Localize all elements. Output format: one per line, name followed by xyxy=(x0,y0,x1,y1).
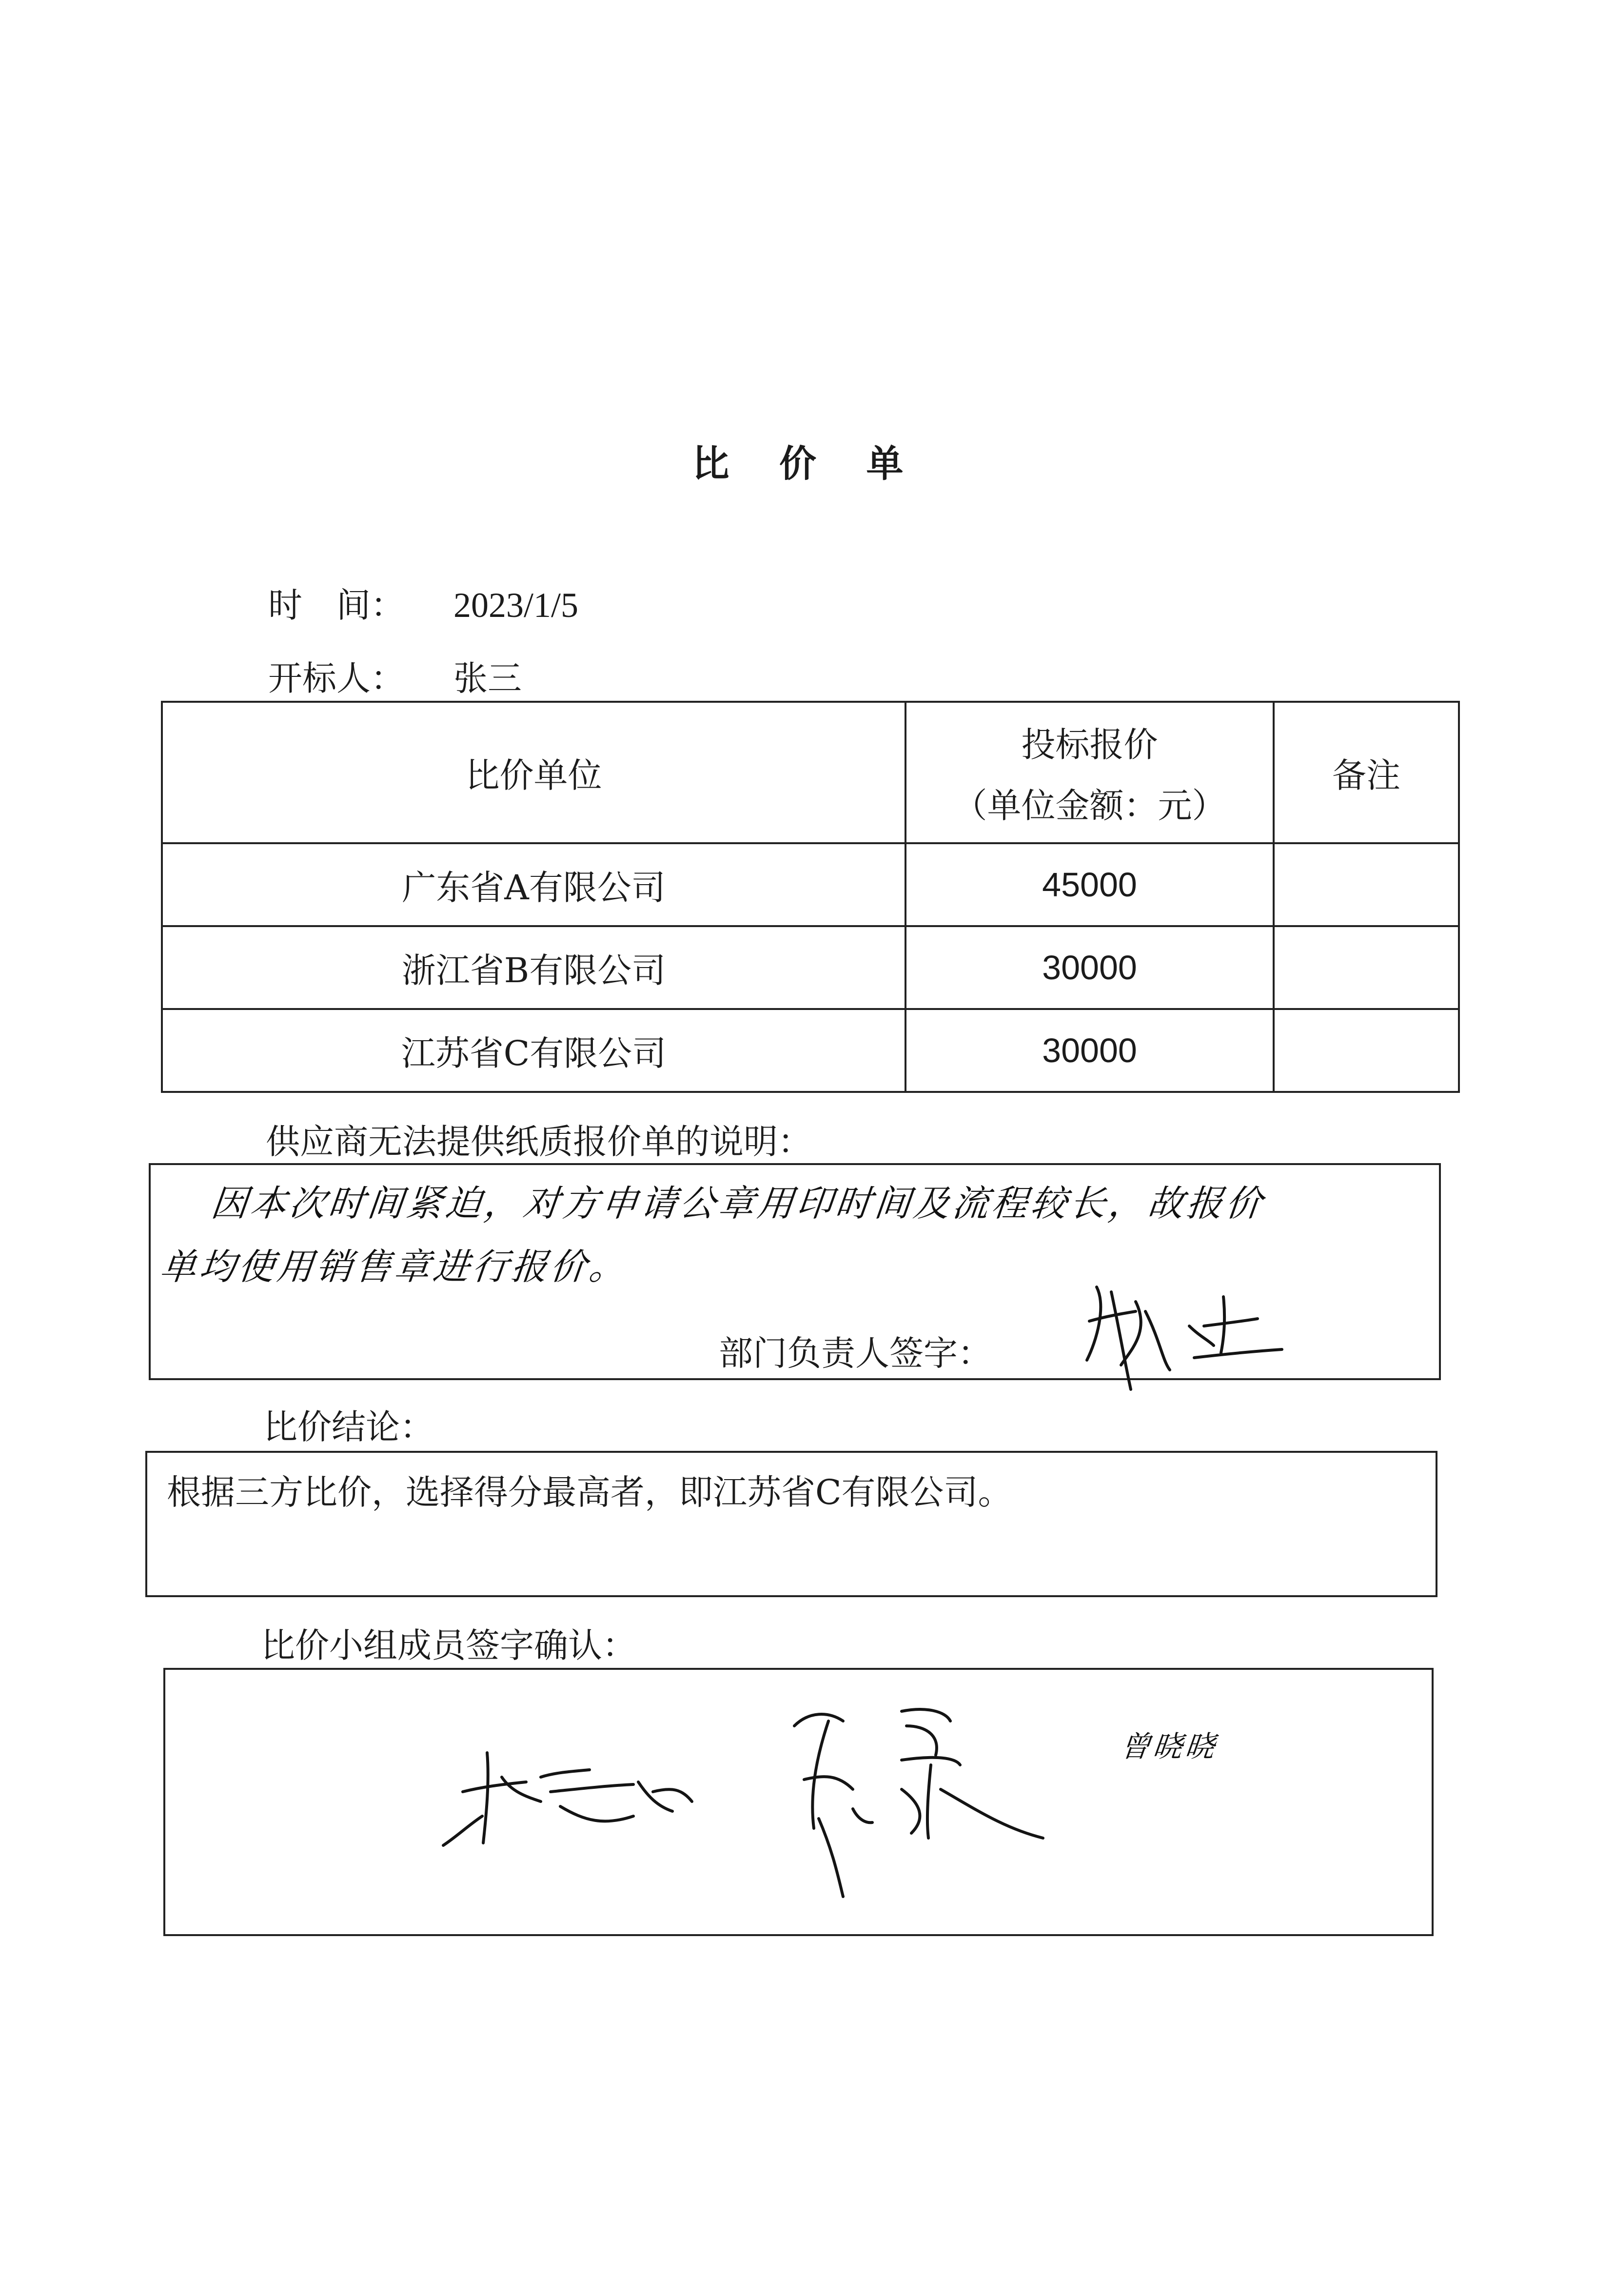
member-signature-3: 曾晓晓 xyxy=(1119,1730,1220,1764)
row-remark xyxy=(1274,926,1459,1009)
header-unit: 比价单位 xyxy=(162,702,905,843)
row-unit: 广东省A有限公司 xyxy=(162,843,905,926)
row-price: 30000 xyxy=(905,1009,1274,1092)
page-title: 比 价 单 xyxy=(692,442,922,485)
opener-row xyxy=(268,651,522,700)
explanation-box xyxy=(149,1163,1441,1380)
conclusion-label: 比价结论： xyxy=(263,1407,434,1447)
team-label: 比价小组成员签字确认： xyxy=(261,1625,636,1665)
header-price-sub: （单位金额：元） xyxy=(953,786,1226,826)
time-value: 2023/1/5 xyxy=(453,586,579,625)
row-remark xyxy=(1274,1009,1459,1092)
quote-table xyxy=(161,701,1460,1093)
row-price: 45000 xyxy=(905,843,1274,926)
table-header-row xyxy=(162,702,1459,843)
conclusion-box xyxy=(145,1451,1437,1597)
table-row xyxy=(162,926,1459,1009)
dept-head-signature xyxy=(1077,1267,1292,1394)
opener-label: 开标人： xyxy=(268,658,405,698)
header-price xyxy=(905,702,1274,843)
explanation-handwritten-line2: 单均使用销售章进行报价。 xyxy=(157,1246,630,1288)
header-remark: 备注 xyxy=(1274,702,1459,843)
header-price-main: 投标报价 xyxy=(1021,725,1158,765)
member-signature-2 xyxy=(780,1692,1053,1901)
dept-sign-label: 部门负责人签字： xyxy=(719,1333,992,1373)
explanation-label: 供应商无法提供纸质报价单的说明： xyxy=(266,1122,812,1162)
member-signature-1 xyxy=(429,1723,702,1860)
row-price: 30000 xyxy=(905,926,1274,1009)
table-row xyxy=(162,843,1459,926)
row-unit: 浙江省B有限公司 xyxy=(162,926,905,1009)
team-signature-box xyxy=(163,1668,1434,1936)
conclusion-text: 根据三方比价，选择得分最高者，即江苏省C有限公司。 xyxy=(167,1472,1012,1512)
explanation-handwritten-line1: 因本次时间紧迫，对方申请公章用印时间及流程较长，故报价 xyxy=(209,1183,1267,1225)
table-row xyxy=(162,1009,1459,1092)
time-row xyxy=(268,578,578,627)
row-unit: 江苏省C有限公司 xyxy=(162,1009,905,1092)
opener-value: 张三 xyxy=(453,658,522,698)
time-label: 时 间： xyxy=(268,585,405,625)
row-remark xyxy=(1274,843,1459,926)
